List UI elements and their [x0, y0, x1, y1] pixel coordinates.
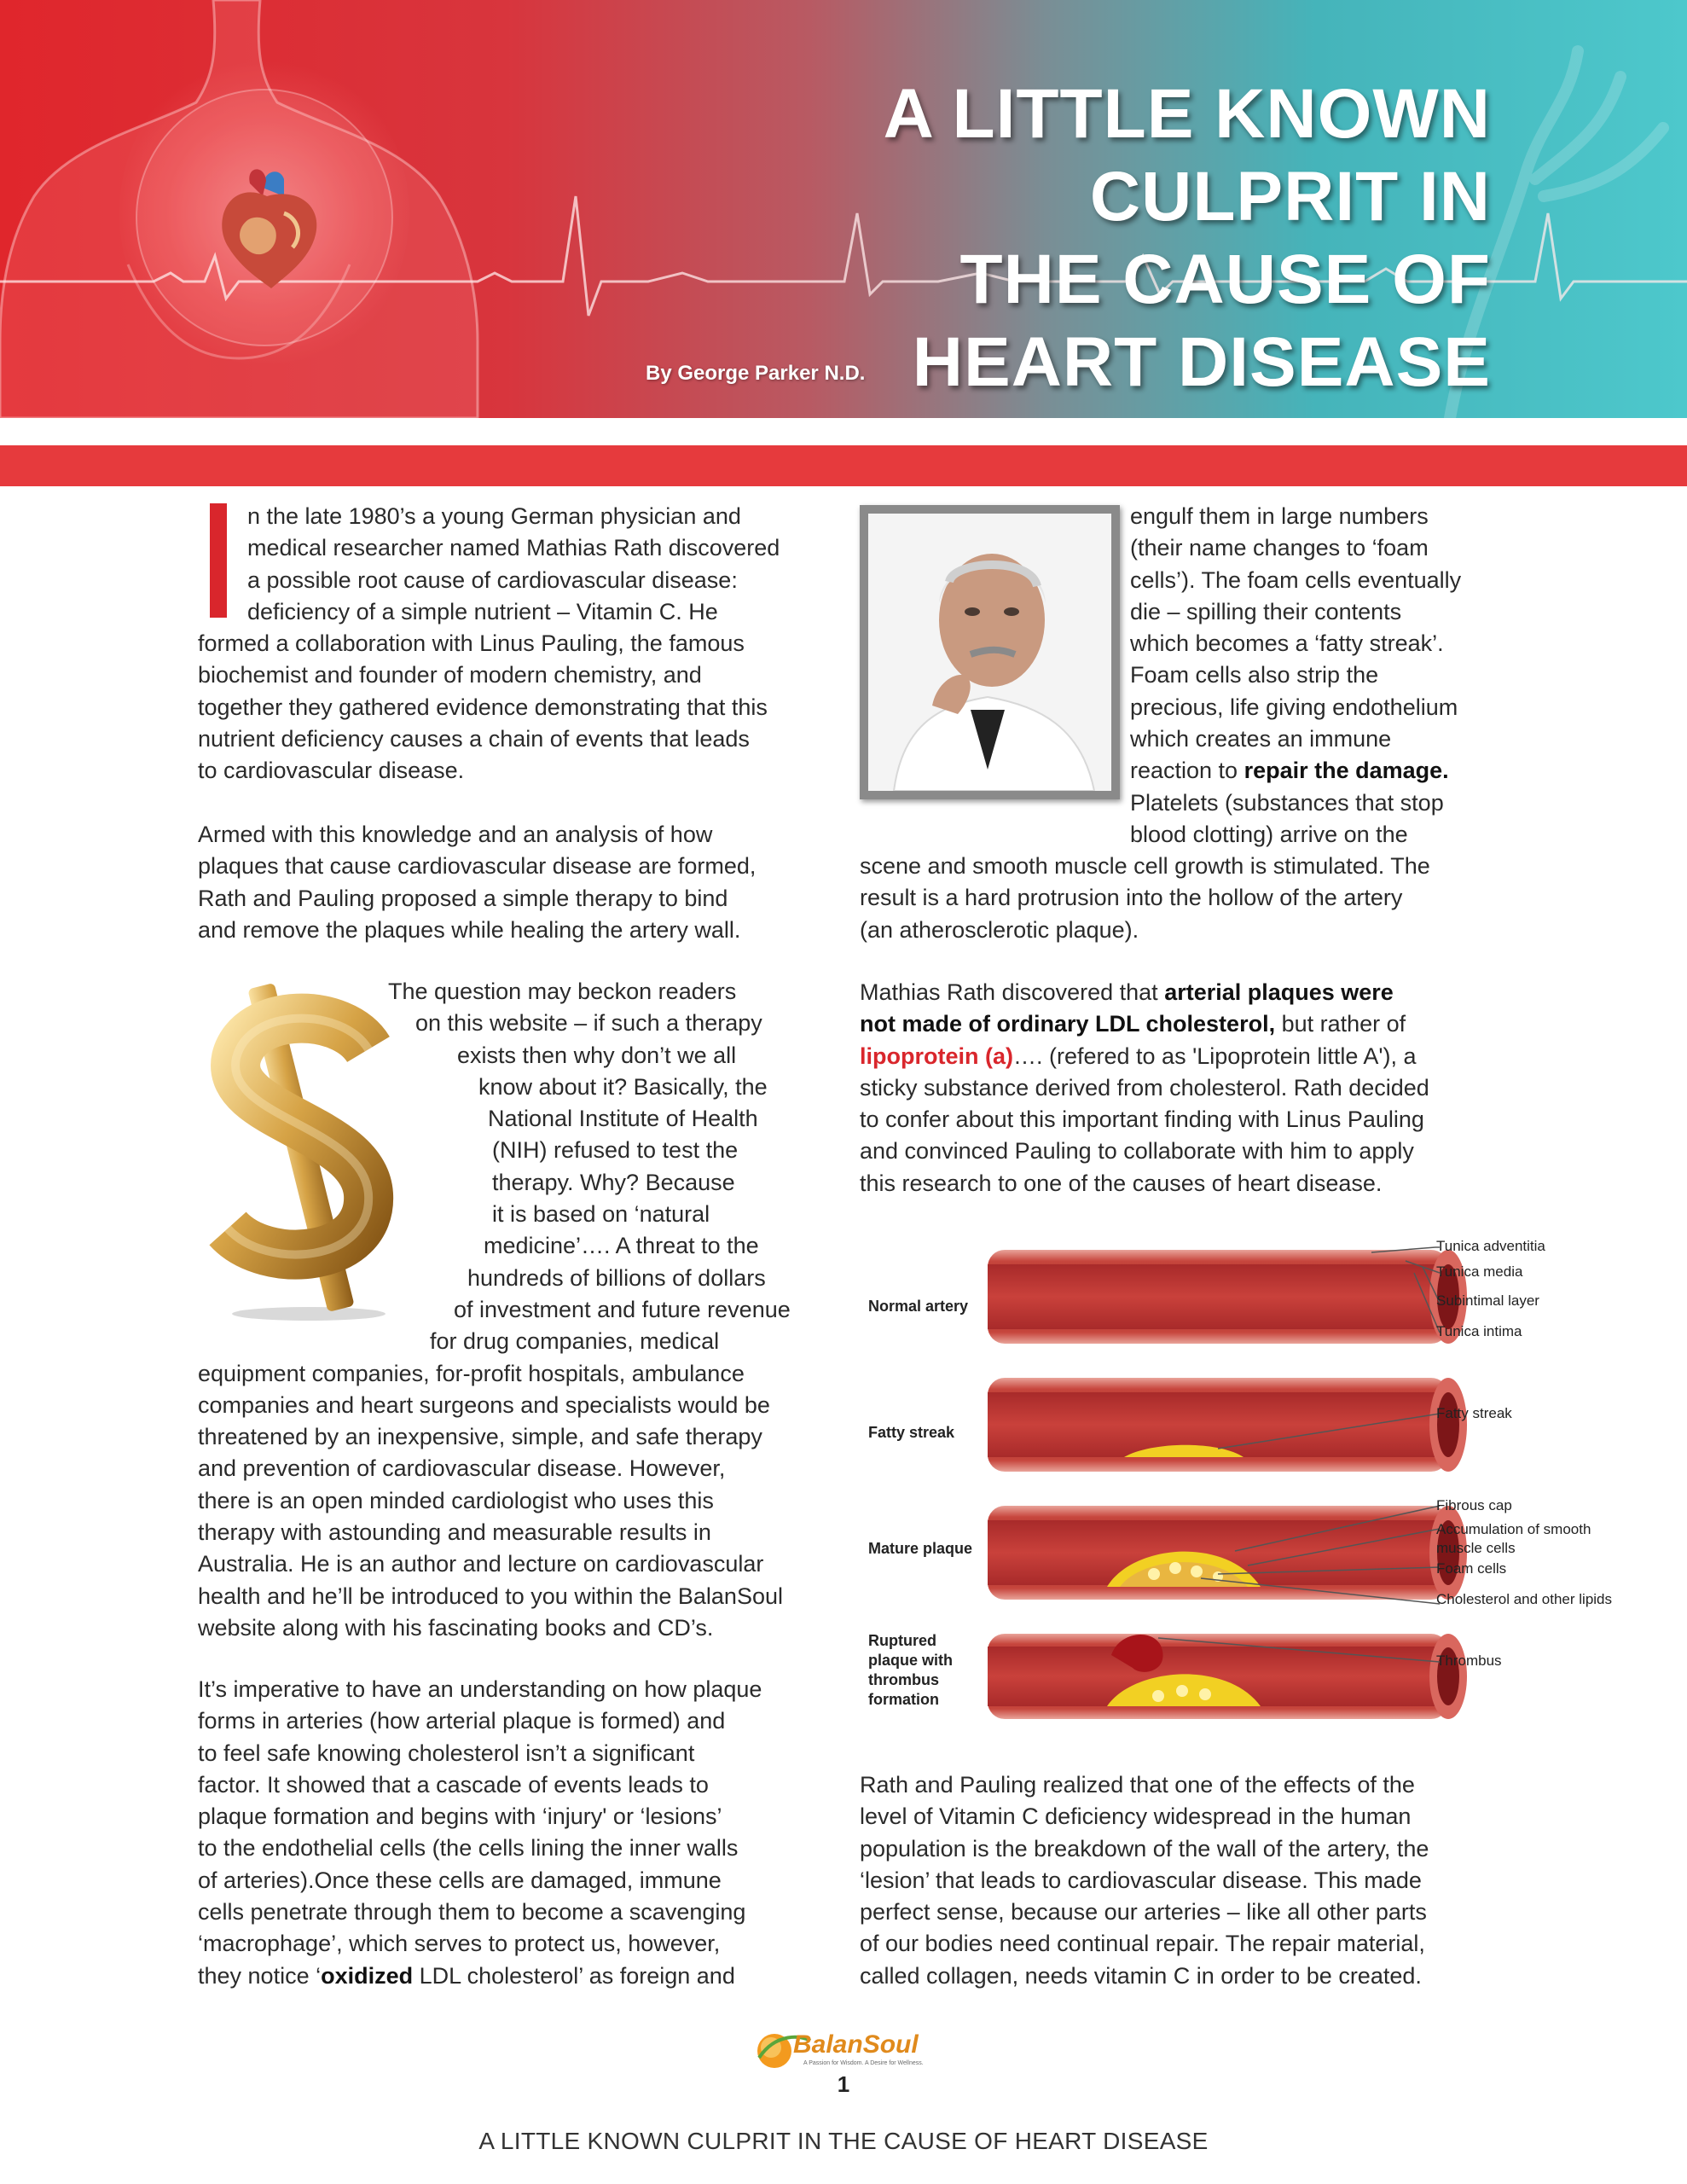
- text-line: therapy. Why? Because: [492, 1169, 735, 1195]
- text-line: ‘lesion’ that leads to cardiovascular disease. This made: [860, 1867, 1422, 1893]
- text-run: LDL cholesterol’ as foreign and: [413, 1962, 735, 1989]
- text-line: medicine’…. A threat to the: [484, 1233, 759, 1259]
- text-run: Mathias Rath discovered that: [860, 979, 1165, 1005]
- text-line: die – spilling their contents: [1130, 598, 1402, 624]
- accent-bar: [0, 445, 1687, 486]
- text-line: together they gathered evidence demonstrating that this: [198, 694, 768, 720]
- text-line: and convinced Pauling to collaborate with him to apply: [860, 1138, 1414, 1165]
- text-line: Rath and Pauling realized that one of the effects of the: [860, 1772, 1415, 1798]
- text-line: Rath and Pauling proposed a simple therapy to bind: [198, 885, 728, 911]
- author-photo-frame: [860, 505, 1120, 799]
- label-subintimal-layer: Subintimal layer: [1436, 1292, 1539, 1309]
- text-line: [860, 1041, 1429, 1072]
- balansoul-logo: [751, 2024, 938, 2075]
- text-line: cells’). The foam cells eventually: [1130, 566, 1462, 593]
- bold-oxidized: oxidized: [321, 1962, 414, 1989]
- text-line: medical researcher named Mathias Rath discovered: [247, 535, 780, 561]
- text-line: Platelets (substances that stop: [1130, 789, 1444, 816]
- text-line: to feel safe knowing cholesterol isn’t a significant: [198, 1740, 695, 1766]
- author-photo: [868, 514, 1111, 791]
- title-line: CULPRIT IN: [1089, 158, 1491, 235]
- label-thrombus: Thrombus: [1436, 1653, 1502, 1669]
- paragraph-foam-cells: [1130, 501, 1461, 851]
- bold-text: arterial plaques were: [1164, 979, 1394, 1005]
- title-line: THE CAUSE OF: [959, 241, 1491, 318]
- text-line: Foam cells also strip the: [1130, 662, 1379, 688]
- text-line: called collagen, needs vitamin C in order to be created.: [860, 1962, 1422, 1989]
- text-line: and prevention of cardiovascular disease. However,: [198, 1455, 726, 1482]
- text-line: biochemist and founder of modern chemistry, and: [198, 662, 702, 688]
- text-line: of arteries).Once these cells are damaged, immune: [198, 1867, 722, 1893]
- footer-running-title: A LITTLE KNOWN CULPRIT IN THE CAUSE OF HEART DISEASE: [478, 2128, 1209, 2154]
- text-line: level of Vitamin C deficiency widespread in the human: [860, 1804, 1412, 1830]
- text-line: It’s imperative to have an understanding on how plaque: [198, 1676, 762, 1702]
- text-run: but rather of: [1275, 1011, 1406, 1037]
- text-line: (an atherosclerotic plaque).: [860, 916, 1139, 943]
- text-line: [860, 977, 1429, 1008]
- text-line: blood clotting) arrive on the: [1130, 821, 1408, 847]
- header-banner: [0, 0, 1687, 418]
- heart-illustration: [212, 162, 322, 290]
- text-line: cells penetrate through them to become a scavenging: [198, 1899, 746, 1926]
- text-line: to confer about this important finding with Linus Pauling: [860, 1107, 1424, 1133]
- label-line: plaque with: [868, 1652, 953, 1669]
- paragraph-lipoprotein: [860, 977, 1429, 1199]
- text-line: nutrient deficiency causes a chain of events that leads: [198, 725, 750, 752]
- text-line: scene and smooth muscle cell growth is stimulated. The: [860, 853, 1430, 879]
- text-line: on this website – if such a therapy: [415, 1010, 762, 1037]
- text-line: plaque formation and begins with ‘injury' or ‘lesions’: [198, 1804, 722, 1830]
- text-line: there is an open minded cardiologist who uses this: [198, 1487, 714, 1513]
- title-line: A LITTLE KNOWN: [883, 75, 1491, 153]
- text-line: formed a collaboration with Linus Pauling, the famous: [198, 630, 745, 656]
- text-line: health and he’ll be introduced to you within the BalanSoul: [198, 1583, 783, 1609]
- bold-repair: repair the damage.: [1244, 758, 1449, 784]
- label-foam-cells: Foam cells: [1436, 1560, 1507, 1577]
- text-line: result is a hard protrusion into the hollow of the artery: [860, 885, 1403, 911]
- label-tunica-adventitia: Tunica adventitia: [1436, 1238, 1545, 1254]
- label-line: Ruptured: [868, 1632, 936, 1649]
- text-run: …. (refered to as 'Lipoprotein little A'), a: [1012, 1043, 1417, 1069]
- paragraph-therapy: [198, 819, 756, 946]
- text-line: Australia. He is an author and lecture on cardiovascular: [198, 1551, 764, 1577]
- label-cholesterol-lipids: Cholesterol and other lipids: [1436, 1591, 1613, 1607]
- text-run: they notice ‘: [198, 1962, 322, 1989]
- text-line: forms in arteries (how arterial plaque is formed) and: [198, 1708, 726, 1734]
- text-run: reaction to: [1130, 758, 1244, 784]
- text-line: website along with his fascinating books and CD’s.: [198, 1614, 714, 1641]
- portrait-illustration: [868, 514, 1111, 791]
- text-line: which creates an immune: [1130, 726, 1392, 752]
- text-line: threatened by an inexpensive, simple, and safe therapy: [198, 1424, 762, 1450]
- paragraph-vitamin-c: [860, 1769, 1429, 1992]
- article-title: [884, 73, 1491, 404]
- text-line: to the endothelial cells (the cells lining the inner walls: [198, 1835, 739, 1862]
- text-line: National Institute of Health: [488, 1106, 758, 1132]
- text-line: [1130, 755, 1461, 787]
- text-line: equipment companies, for-profit hospitals, ambulance: [198, 1360, 745, 1386]
- bold-text: not made of ordinary LDL cholesterol,: [860, 1011, 1276, 1037]
- text-line: a possible root cause of cardiovascular disease:: [247, 566, 738, 593]
- label-smooth-muscle-2: muscle cells: [1436, 1540, 1516, 1556]
- label-mature-plaque: Mature plaque: [868, 1540, 973, 1557]
- text-line: for drug companies, medical: [430, 1328, 720, 1355]
- text-line: this research to one of the causes of heart disease.: [860, 1170, 1383, 1196]
- text-line: The question may beckon readers: [388, 979, 737, 1004]
- text-line: engulf them in large numbers: [1130, 503, 1429, 529]
- text-line: sticky substance derived from cholesterol. Rath decided: [860, 1074, 1429, 1101]
- paragraph-intro-cont: [198, 628, 768, 787]
- text-line: Armed with this knowledge and an analysis of how: [198, 822, 713, 847]
- label-fibrous-cap: Fibrous cap: [1436, 1497, 1512, 1513]
- label-line: formation: [868, 1691, 939, 1708]
- label-tunica-media: Tunica media: [1436, 1263, 1523, 1280]
- paragraph-intro: [247, 501, 780, 628]
- label-fatty-streak: Fatty streak: [868, 1424, 955, 1441]
- text-line: which becomes a ‘fatty streak’.: [1130, 630, 1444, 657]
- text-line: (their name changes to ‘foam: [1130, 535, 1429, 561]
- text-line: (NIH) refused to test the: [492, 1137, 739, 1164]
- text-line: plaques that cause cardiovascular disease are formed,: [198, 853, 757, 880]
- text-line: it is based on ‘natural: [492, 1201, 710, 1228]
- text-line: know about it? Basically, the: [478, 1073, 768, 1100]
- text-line: factor. It showed that a cascade of events leads to: [198, 1771, 709, 1798]
- text-line: population is the breakdown of the wall of the artery, the: [860, 1835, 1429, 1862]
- text-line: hundreds of billions of dollars: [467, 1264, 766, 1291]
- label-fatty-streak-side: Fatty streak: [1436, 1405, 1512, 1421]
- text-line: ‘macrophage’, which serves to protect us, however,: [198, 1931, 721, 1957]
- logo-tagline: A Passion for Wisdom. A Desire for Wellness.: [803, 2060, 924, 2066]
- artery-plaque-diagram: [860, 1228, 1636, 1723]
- text-line: [198, 1960, 762, 1992]
- highlight-lipoprotein: lipoprotein (a): [860, 1043, 1013, 1069]
- paragraph-foam-cells-cont: [860, 851, 1430, 946]
- page-number: 1: [837, 2071, 850, 2097]
- text-line: companies and heart surgeons and specialists would be: [198, 1391, 770, 1418]
- label-tunica-intima: Tunica intima: [1436, 1323, 1522, 1339]
- title-line: HEART DISEASE: [912, 323, 1491, 401]
- label-ruptured-plaque: [868, 1631, 953, 1710]
- label-line: thrombus: [868, 1671, 939, 1688]
- label-normal-artery: Normal artery: [868, 1298, 969, 1315]
- label-smooth-muscle: Accumulation of smooth: [1436, 1521, 1591, 1537]
- logo-text: BalanSoul: [793, 2030, 919, 2059]
- text-line: [860, 1008, 1429, 1040]
- logo-mark: [751, 2024, 938, 2075]
- text-line: precious, life giving endothelium: [1130, 694, 1458, 720]
- text-line: and remove the plaques while healing the artery wall.: [198, 916, 741, 943]
- text-line: of our bodies need continual repair. The repair material,: [860, 1931, 1425, 1957]
- text-line: exists then why don’t we all: [457, 1042, 737, 1068]
- paragraph-plaque-formation: [198, 1674, 762, 1992]
- text-line: perfect sense, because our arteries – like all other parts: [860, 1899, 1427, 1926]
- author-byline: By George Parker N.D.: [646, 362, 866, 385]
- text-line: of investment and future revenue: [454, 1296, 791, 1322]
- drop-cap-i: [210, 503, 227, 618]
- text-line: to cardiovascular disease.: [198, 758, 465, 784]
- paragraph-nih-wrap: [198, 976, 846, 1644]
- text-line: deficiency of a simple nutrient – Vitamin C. He: [247, 598, 718, 624]
- text-line: n the late 1980’s a young German physician and: [247, 503, 741, 529]
- text-line: therapy with astounding and measurable results in: [198, 1519, 711, 1546]
